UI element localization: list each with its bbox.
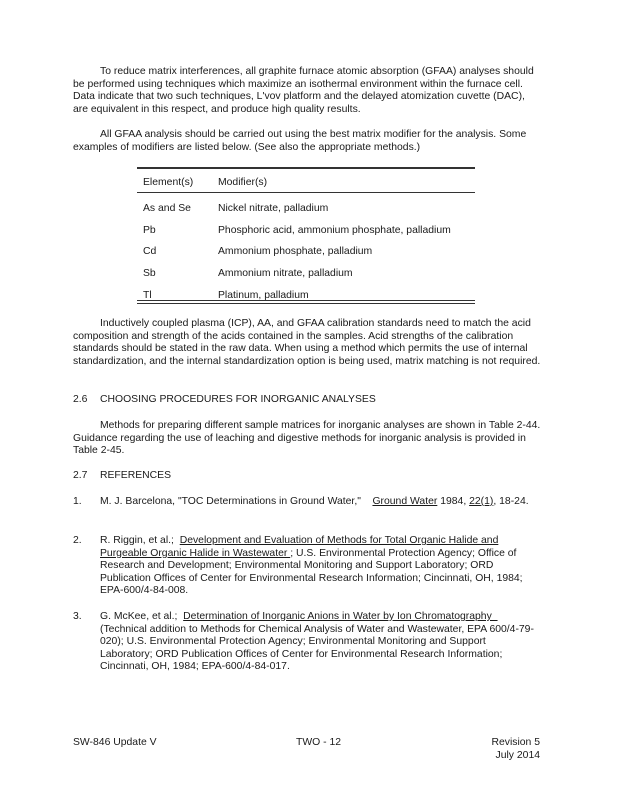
reference-title: Ground Water — [372, 496, 438, 507]
footer-revision — [478, 737, 540, 762]
table-row — [137, 263, 475, 285]
cell-modifier: Platinum, palladium — [218, 289, 309, 301]
reference-authors: G. McKee, et al.; — [100, 611, 184, 622]
cell-modifier: Nickel nitrate, palladium — [218, 203, 329, 215]
column-header-element: Element(s) — [143, 177, 194, 188]
section-heading: CHOOSING PROCEDURES FOR INORGANIC ANALYSES — [100, 394, 376, 405]
reference-item — [100, 496, 540, 509]
cell-element: Pb — [143, 224, 156, 236]
table-row — [137, 198, 475, 220]
table-bottom-rule — [137, 300, 475, 301]
reference-number: 2. — [73, 535, 82, 546]
reference-pages: , 18-24. — [493, 496, 529, 507]
table-row — [137, 220, 475, 242]
column-header-modifier: Modifier(s) — [218, 177, 268, 188]
reference-volume: 22(1) — [469, 496, 494, 507]
cell-element: Cd — [143, 246, 157, 258]
reference-title: Development and Evaluation of Methods for Total Organic Halide and Purgeable Organic Halide in Wastewater — [100, 535, 499, 559]
reference-title: Determination of Inorganic Anions in Water by Ion Chromatography — [183, 611, 498, 622]
section-heading: REFERENCES — [100, 470, 172, 481]
paragraph-calibration-standards: Inductively coupled plasma (ICP), AA, and GFAA calibration standards need to match the acid composition and strength of the acids contained in the samples. Acid strengths of the calibration standards should be stated in the raw data. When using a method which permits the use of internal standardization, and the internal standardization option is being used, matrix matching is not required. — [73, 318, 541, 367]
cell-modifier: Phosphoric acid, ammonium phosphate, palladium — [218, 224, 451, 236]
table-bottom-rule-double — [137, 303, 475, 304]
paragraph-modifiers-intro: All GFAA analysis should be carried out using the best matrix modifier for the analysis. Some examples of modifiers are listed below. (See also the appropriate methods.) — [73, 129, 527, 153]
reference-details: (Technical addition to Methods for Chemical Analysis of Water and Wastewater, EPA 600/4-79-020); U.S. Environmental Protection Agency; Environmental Monitoring and Support Laboratory; ORD Publication Offices of Center for Environmental Research Information; Cincinnati, OH, 1984; EPA-600/4-84-017. — [100, 623, 534, 673]
reference-item — [100, 535, 540, 598]
table-header-row — [137, 167, 475, 198]
footer-document-id: SW-846 Update V — [73, 737, 157, 748]
cell-modifier: Ammonium nitrate, palladium — [218, 268, 353, 280]
reference-authors: M. J. Barcelona, "TOC Determinations in Ground Water," — [100, 496, 373, 507]
reference-year: 1984, — [437, 496, 470, 507]
section-number: 2.7 — [73, 470, 88, 481]
table-row — [137, 241, 475, 263]
cell-element: As and Se — [143, 203, 191, 215]
reference-details: ; U.S. Environmental Protection Agency; Office of Research and Development; Environmental Monitoring and Support Laboratory; ORD Publication Offices of Center for Environmental Research Information; Cincinnati, OH, 1984; EPA-600/4-84-008. — [100, 547, 523, 597]
cell-modifier: Ammonium phosphate, palladium — [218, 246, 373, 258]
reference-number: 1. — [73, 496, 82, 507]
reference-item — [100, 611, 540, 674]
reference-number: 3. — [73, 611, 82, 622]
section-number: 2.6 — [73, 394, 88, 405]
footer-revision-date: July 2014 — [495, 749, 540, 761]
reference-authors: R. Riggin, et al.; — [100, 535, 180, 546]
footer-revision-number: Revision 5 — [491, 737, 540, 748]
cell-element: Tl — [143, 289, 152, 301]
modifiers-table — [137, 167, 475, 306]
cell-element: Sb — [143, 268, 156, 280]
paragraph-gfaa-techniques: To reduce matrix interferences, all graphite furnace atomic absorption (GFAA) analyses should be performed using techniques which maximize an isothermal environment within the furnace cell. Data indicate that two such techniques, L'vov platform and the delayed atomization cuvette (DAC), are equivalent in this respect, and produce high quality results. — [73, 66, 534, 115]
footer-page-number: TWO - 12 — [296, 737, 342, 748]
paragraph-inorganic-methods: Methods for preparing different sample matrices for inorganic analyses are shown in Table 2-44. Guidance regarding the use of leaching and digestive methods for inorganic analysis is provided in Table 2-45. — [73, 420, 541, 457]
